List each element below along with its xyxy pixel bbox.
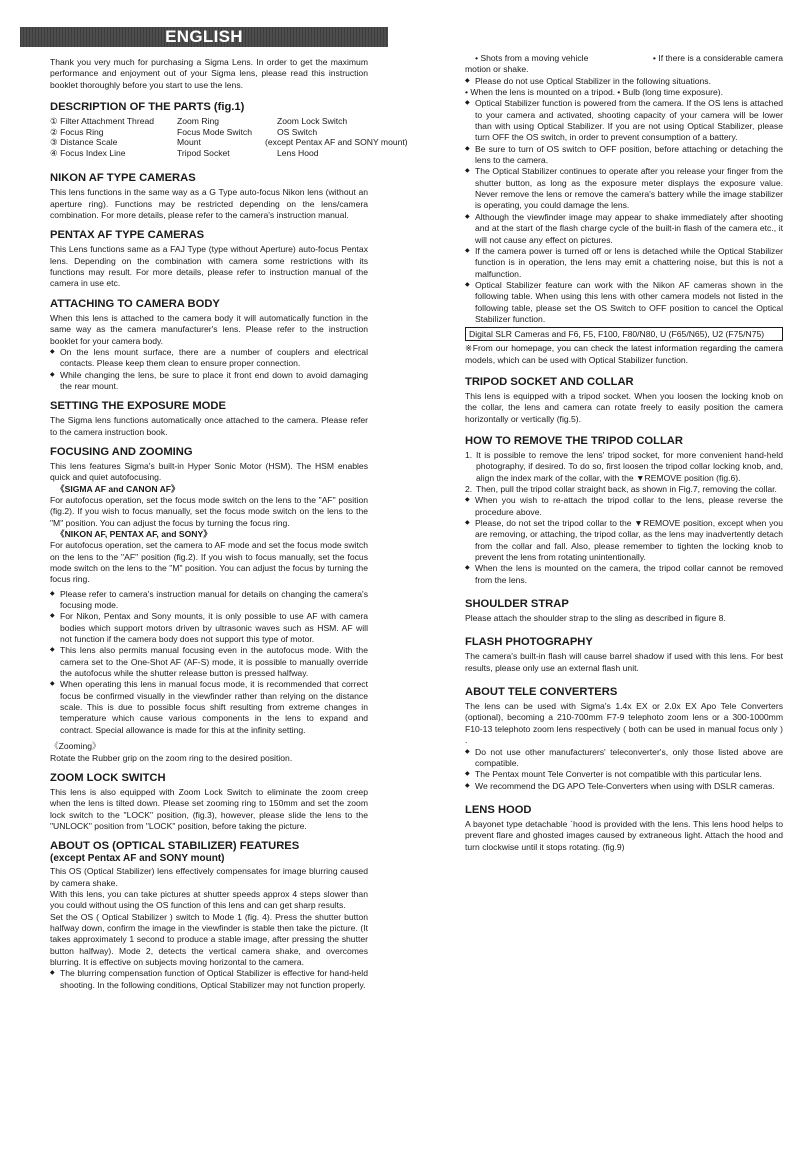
list-item: ◆ Be sure to turn of OS switch to OFF position, before attaching or detaching the lens to the camera. [465, 144, 783, 167]
part-mount-note: (except Pentax AF and SONY mount) [265, 137, 408, 148]
condition-camera-shake: • If there is a considerable camera [652, 53, 783, 63]
step-number: 2. [465, 484, 473, 494]
os-bullets-left [50, 968, 368, 991]
hood-heading: LENS HOOD [465, 803, 532, 816]
list-item: ◆ The blurring compensation function of Optical Stabilizer is effective for hand-held shooting. In the following conditions, Optical Stabilizer may not function properly. [50, 968, 368, 991]
nikon-pentax-sony-subheading: 《NIKON AF, PENTAX AF, and SONY》 [56, 528, 212, 539]
compatible-cameras-table: Digital SLR Cameras and F6, F5, F100, F80/N80, U (F65/N65), U2 (F75/N75) [465, 327, 783, 341]
list-item: ◆ For Nikon, Pentax and Sony mounts, it is only possible to use AF with camera bodies which support motors driven by ultrasonic waves such as HSM. AF will not function if the camera body does not support this type of motor. [50, 611, 368, 645]
tele-text: The lens can be used with Sigma's 1.4x EX or 2.0x EX Apo Tele Converters (optional), becoming a 210-700mm F7-9 telephoto zoom lens or a 300-1000mm F10-13 telephoto zoom lens respectively ( both can be used in manual focus only ) . [465, 701, 783, 746]
zoom-lock-text: This lens is also equipped with Zoom Lock Switch to eliminate the zoom creep when the lens is tilted down. Please set zooming ring to 150mm and set the zoom lock switch to the "LOCK" position, (fig.3), however, please slide the lens to the "UNLOCK" position from "LOCK" position, before taking the picture. [50, 786, 368, 831]
list-item: ◆ Please refer to camera's instruction manual for details on changing the camera's focusing mode. [50, 589, 368, 612]
step-number: 1. [465, 449, 473, 460]
focusing-bullets [50, 589, 368, 736]
list-item: ◆ Optical Stabilizer function is powered from the camera. If the OS lens is attached to your camera and activated, shooting capacity of your camera will be lower than with using Optical Stabilizer. If you are not using Optical Stabilizer, please turn OFF the OS switch, in order to prevent consumption of a battery. [465, 98, 783, 143]
list-item: ◆ If the camera power is turned off or lens is detached while the Optical Stabilizer function is in operation, the lens may emit a chattering noise, but this is not a malfunction. [465, 246, 783, 280]
focusing-text: This lens features Sigma's built-in Hyper Sonic Motor (HSM). The HSM enables quick and quiet autofocusing. [50, 460, 368, 483]
tele-bullets [465, 747, 783, 792]
sigma-canon-text: For autofocus operation, set the focus mode switch on the lens to the "AF" position (fig.2). If you wish to focus manually, set the focus mode switch on the lens to the "M" position. You can adjust the focus by turning the focus ring. [50, 494, 368, 528]
list-item: ◆ This lens also permits manual focusing even in the autofocus mode. With the camera set to the One-Shot AF (AF-S) mode, it is possible to manually override the autofocus while the shutter release button is pressed halfway. [50, 645, 368, 679]
attaching-heading: ATTACHING TO CAMERA BODY [50, 297, 220, 310]
tripod-text: This lens is equipped with a tripod socket. When you loosen the locking knob on the collar, the lens and camera can rotate freely to easily position the camera horizontally or vertically (fig.5). [465, 390, 783, 424]
strap-text: Please attach the shoulder strap to the sling as described in figure 8. [465, 613, 726, 624]
situation-bulb: • Bulb (long time exposure). [617, 87, 723, 98]
left-column [50, 57, 408, 991]
parts-list [50, 116, 408, 158]
nikon-pentax-sony-text: For autofocus operation, set the camera to AF mode and set the focus mode switch on the lens to the "AF" position (fig.2). If you wish to focus manually, set the focus mode switch on the lens to the "M" position. You can adjust the focus by turning the focus ring. [50, 540, 368, 585]
language-banner: ENGLISH [20, 27, 388, 47]
zooming-text: Rotate the Rubber grip on the zoom ring to the desired position. [50, 752, 293, 763]
part-filter-thread: ① Filter Attachment Thread [50, 116, 155, 127]
list-item: ◆ When you wish to re-attach the tripod collar to the lens, please reverse the procedure above. [465, 495, 783, 518]
remove-collar-bullets [465, 495, 783, 586]
part-mount: Mount [177, 137, 201, 148]
remove-collar-heading: HOW TO REMOVE THE TRIPOD COLLAR [465, 434, 683, 447]
part-zoom-lock: Zoom Lock Switch [277, 116, 348, 127]
list-item: ◆ The Pentax mount Tele Converter is not compatible with this particular lens. [465, 769, 783, 780]
part-os-switch: OS Switch [277, 126, 318, 137]
os-bullets-more [465, 98, 783, 325]
remove-collar-steps [465, 450, 783, 495]
nikon-heading: NIKON AF TYPE CAMERAS [50, 172, 196, 185]
strap-heading: SHOULDER STRAP [465, 598, 569, 611]
flash-text: The camera's built-in flash will cause barrel shadow if used with this lens. For best results, please only use an external flash unit. [465, 651, 783, 673]
list-item: ◆ Please, do not set the tripod collar to the ▼REMOVE position, except when you are removing, or attaching, the tripod collar, as the lens may inadvertently detach from the collar and fall. Also, please remember to tighten the locking knob to prevent the lens from rotating unintentionally. [465, 518, 783, 563]
part-zoom-ring: Zoom Ring [177, 116, 220, 127]
step-text: Then, pull the tripod collar straight back, as shown in Fig.7, removing the collar. [476, 484, 777, 494]
part-focus-ring: ② Focus Ring [50, 126, 104, 137]
part-focus-index: ④ Focus Index Line [50, 147, 126, 158]
situation-tripod: • When the lens is mounted on a tripod. [465, 87, 616, 98]
list-item: ◆ Please do not use Optical Stabilizer in the following situations. [465, 76, 783, 87]
step-text: It is possible to remove the lens' tripod socket, for more convenient hand-held photography, if desired. To do so, first loosen the tripod collar locking knob, and, align the index mark of the collar, with the ▼REMOVE position (fig.6). [476, 449, 783, 483]
os-subheading: (except Pentax AF and SONY mount) [50, 853, 225, 865]
list-item: ◆ Do not use other manufacturers' teleconverter's, only those listed above are compatible. [465, 747, 783, 770]
list-item: ◆ While changing the lens, be sure to place it front end down to avoid damaging the rear mount. [50, 370, 368, 393]
sigma-canon-subheading: 《SIGMA AF and CANON AF》 [56, 483, 180, 494]
os-heading: ABOUT OS (OPTICAL STABILIZER) FEATURES [50, 840, 300, 853]
part-lens-hood: Lens Hood [277, 147, 319, 158]
part-focus-mode: Focus Mode Switch [177, 126, 252, 137]
exposure-text: The Sigma lens functions automatically once attached to the camera. Please refer to the camera instruction book. [50, 415, 368, 437]
os-text-1: This OS (Optical Stabilizer) lens effectively compensates for image blurring caused by camera shake. [50, 866, 368, 888]
list-item [465, 484, 783, 495]
list-item: ◆ Although the viewfinder image may appear to shake immediately after shooting and at the start of the flash charge cycle of the built-in flash of the camera etc., it will not cause any effect on pictures. [465, 212, 783, 246]
focusing-heading: FOCUSING AND ZOOMING [50, 445, 193, 458]
list-item: ◆ We recommend the DG APO Tele-Converters when using with DSLR cameras. [465, 781, 783, 792]
attaching-bullets [50, 347, 368, 392]
pentax-text: This Lens functions same as a FAJ Type (type without Aperture) auto-focus Pentax lens. Depending on the combination with camera some restrictions with its functions may result. For more details, please refer to instruction manual of the camera in use etc. [50, 244, 368, 289]
os-situations-row [465, 87, 783, 98]
intro-text: Thank you very much for purchasing a Sigma Lens. In order to get the maximum performance and enjoyment out of your Sigma lens, please read this instruction booklet thoroughly before you start to use the lens. [50, 57, 368, 90]
nikon-text: This lens functions in the same way as a G Type auto-focus Nikon lens (without an aperture ring). Functions may be restricted depending on the lens/camera combination. For more details, please refer to the camera's instruction manual. [50, 187, 368, 221]
part-tripod-socket: Tripod Socket [177, 147, 230, 158]
os-text-2: With this lens, you can take pictures at shutter speeds approx 4 steps slower than you could without using the OS function of this lens and can get sharp results. [50, 888, 368, 911]
parts-heading: DESCRIPTION OF THE PARTS (fig.1) [50, 101, 245, 114]
os-homepage-note: ※From our homepage, you can check the latest information regarding the camera models, which can be used with Optical Stabilizer function. [465, 343, 783, 365]
os-text-3: Set the OS ( Optical Stabilizer ) switch to Mode 1 (fig. 4). Press the shutter button halfway down, confirm the image in the viewfinder is stable then take the picture. (It takes approximately 1 second to produce a stable image, after pressing the shutter button halfway). Mode 2, detects the vertical camera shake, and overcomes blurring. It is effective on subjects moving horizontal to the camera. [50, 911, 368, 967]
tele-heading: ABOUT TELE CONVERTERS [465, 686, 618, 699]
flash-heading: FLASH PHOTOGRAPHY [465, 636, 593, 649]
attaching-text: When this lens is attached to the camera body it will automatically function in the same way as the camera manufacturer's lens. Please refer to the instruction booklet for your camera body. [50, 312, 368, 346]
list-item: ◆ The Optical Stabilizer continues to operate after you release your finger from the shutter button, as long as the exposure meter displays the exposure value. Never remove the lens or remove the camera's battery while the image stabilizer is operating, you could damage the lens. [465, 166, 783, 211]
list-item: ◆ Optical Stabilizer feature can work with the Nikon AF cameras shown in the following table. When using this lens with other camera models not listed in the following table, please set the OS Switch to OFF position to cancel the Optical Stabilizer function. [465, 280, 783, 325]
os-conditions-row [465, 53, 783, 64]
list-item [465, 450, 783, 484]
condition-moving-vehicle: • Shots from a moving vehicle [475, 53, 589, 63]
right-column [465, 53, 783, 853]
exposure-heading: SETTING THE EXPOSURE MODE [50, 400, 226, 413]
list-item: ◆ On the lens mount surface, there are a number of couplers and electrical contacts. Please keep them clean to ensure proper connection. [50, 347, 368, 370]
hood-text: A bayonet type detachable `hood is provided with the lens. This lens hood helps to prevent flare and ghosted images caused by extraneous light. Attach the hood and turn clockwise until it stops rotating. (fig.9) [465, 818, 783, 852]
tripod-heading: TRIPOD SOCKET AND COLLAR [465, 375, 634, 388]
pentax-heading: PENTAX AF TYPE CAMERAS [50, 229, 205, 242]
os-bullets-right [465, 76, 783, 87]
list-item: ◆ When the lens is mounted on the camera, the tripod collar cannot be removed from the lens. [465, 563, 783, 586]
zoom-lock-heading: ZOOM LOCK SWITCH [50, 771, 166, 784]
condition-shake-cont: motion or shake. [465, 64, 529, 75]
zooming-subheading: 《Zooming》 [50, 741, 101, 752]
list-item: ◆ When operating this lens in manual focus mode, it is recommended that correct focus be confirmed visually in the viewfinder rather than relying on the distance scale. This is due to possible focus shift resulting from extreme changes in temperature which cause various components in the lens to expand and contract. Special allowance is made for this at the infinity setting. [50, 679, 368, 736]
part-distance-scale: ③ Distance Scale [50, 137, 118, 148]
